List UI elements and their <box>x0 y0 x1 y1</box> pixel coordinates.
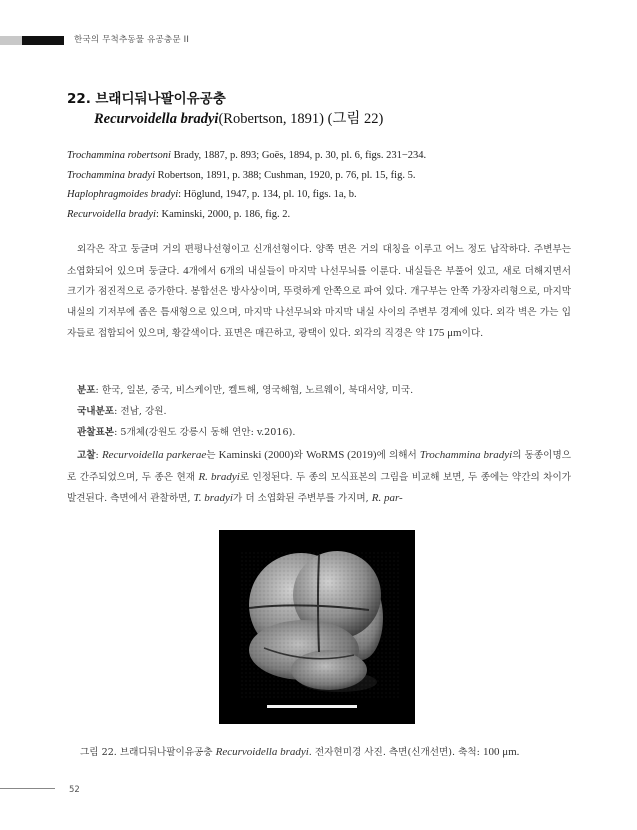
distribution-text: : 한국, 일본, 중국, 비스케이만, 켈트해, 영국해협, 노르웨이, 북대서양, 미국. <box>95 385 414 396</box>
remarks-reference: WoRMS (2019) <box>306 449 377 461</box>
synonym-citation: Robertson, 1891, p. 388; Cushman, 1920, p. 76, pl. 15, fig. 5. <box>155 169 416 181</box>
remarks-text: 가 더 소엽화된 주변부를 가지며, <box>233 493 372 504</box>
scientific-name: Recurvoidella bradyi <box>94 111 219 127</box>
species-heading <box>67 89 383 129</box>
remarks-paragraph <box>67 445 571 510</box>
caption-text: 그림 22. 브래디둬나팔이유공충 <box>80 747 216 758</box>
figure-reference: (그림 22) <box>327 111 384 127</box>
distribution-row <box>67 380 571 401</box>
domestic-distribution-label: 국내분포 <box>77 406 115 417</box>
korean-name: 브래디둬나팔이유공충 <box>95 91 226 107</box>
domestic-distribution-row <box>67 401 571 422</box>
description-text: 외각은 작고 둥글며 거의 편평나선형이고 신개선형이다. 양쪽 면은 거의 대칭을 이루고 어느 정도 납작하다. 주변부는 소엽화되어 있으며 둥글다. <box>67 244 571 277</box>
footer-rule <box>0 788 55 789</box>
synonym-taxon: Haplophragmoides bradyi <box>67 189 179 200</box>
test-diameter: 175 μm <box>427 327 462 340</box>
remarks-taxon: R. par- <box>371 492 403 504</box>
specimens-row <box>67 422 571 443</box>
remarks-reference: Kaminski (2000) <box>218 449 294 461</box>
header-bar-accent <box>0 36 22 45</box>
remarks-text: 와 <box>293 450 307 461</box>
sem-photograph <box>219 530 415 724</box>
page-number: 52 <box>69 785 80 795</box>
domestic-distribution-text: : 전남, 강원. <box>114 406 167 417</box>
remarks-taxon: Recurvoidella parkerae <box>101 449 207 461</box>
running-header: 한국의 무척추동물 유공충문 II <box>74 35 190 45</box>
specimens-label: 관찰표본 <box>77 427 115 438</box>
scale-bar <box>267 705 357 708</box>
description-paragraph <box>67 240 571 345</box>
description-text: 개의 내실들이 마지막 나선무늬를 이룬다. 내실들은 부풀어 있고, 새로 더해지면서 크기가 점진적으로 증가한다. 봉합선은 방사상이며, 뚜렷하게 안쪽으로 파여 있다. 개구부는 안쪽 가장자리형으로, 마지막 내실의 기저부에 좁은 틈새형으로 있으며, 마지막 나선무늬와 마지막 내실 사이의 주변부 경계에 있다. 외각 벽은 가는 입자들로 접합되어 있으며, 황갈색이다. 표면은 매끈하고, 광택이 있다. 외각의 직경은 약 <box>67 265 571 340</box>
synonym-entry <box>67 205 426 225</box>
foraminifera-specimen-image <box>219 530 415 724</box>
remarks-text: 로 인정된다. 두 종의 모식표본의 그림을 비교해 보면, 두 종에는 약간의 차이가 발견된다. 측면에서 관찰하면, <box>67 471 571 504</box>
synonym-citation: : Höglund, 1947, p. 134, pl. 10, figs. 1a, b. <box>178 189 357 200</box>
synonymy-list <box>67 146 426 224</box>
synonym-citation: Brady, 1887, p. 893; Goës, 1894, p. 30, pl. 6, figs. 231−234. <box>170 150 427 161</box>
caption-text: . 전자현미경 사진. 측면(신개선면). 축척: <box>308 747 483 758</box>
remarks-text: : <box>95 450 102 461</box>
remarks-text: 에 의해서 <box>376 450 420 461</box>
description-text: 개에서 <box>188 265 221 277</box>
distribution-label: 분포 <box>77 385 96 396</box>
remarks-taxon: Trochammina bradyi <box>419 449 513 461</box>
distribution-block <box>67 380 571 443</box>
remarks-taxon: R. bradyi <box>198 470 240 483</box>
authority: (Robertson, 1891) <box>218 111 324 127</box>
description-number: 4 <box>183 264 189 277</box>
header-bar <box>22 36 64 45</box>
remarks-taxon: T. bradyi <box>193 492 233 504</box>
specimens-text: : 5개체(강원도 강릉시 동해 연안: v.2016). <box>114 427 296 438</box>
remarks-text: 의 동종이명으로 간주되었으며, 두 종은 현재 <box>67 450 571 483</box>
synonym-entry <box>67 146 426 166</box>
synonym-entry <box>67 185 426 205</box>
description-text: 이다. <box>461 328 484 340</box>
description-number: 6 <box>220 264 226 277</box>
caption-scale: 100 μm. <box>482 746 520 758</box>
remarks-text: 는 <box>206 450 219 461</box>
species-number: 22. <box>67 91 91 107</box>
caption-taxon: Recurvoidella bradyi <box>215 746 309 758</box>
remarks-label: 고찰 <box>77 450 96 461</box>
synonym-citation: : Kaminski, 2000, p. 186, fig. 2. <box>155 208 291 220</box>
synonym-taxon: Trochammina robertsoni <box>67 150 171 161</box>
figure-caption <box>80 744 519 758</box>
synonym-taxon: Trochammina bradyi <box>67 169 155 181</box>
synonym-entry <box>67 166 426 186</box>
synonym-taxon: Recurvoidella bradyi <box>67 208 156 220</box>
